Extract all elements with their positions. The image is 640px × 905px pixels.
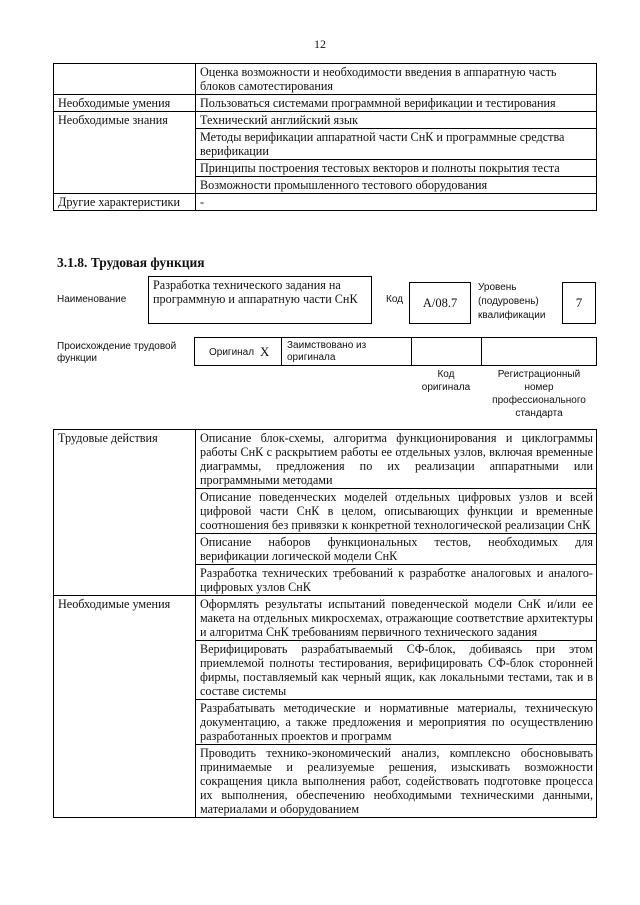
table-row (54, 596, 597, 641)
row-text: Принципы построения тестовых векторов и полноты покрытия теста (196, 160, 597, 177)
row-text: Разработка технических требований к разработке аналоговых и аналого-цифровых узлов СнК (196, 565, 597, 596)
row-text: Возможности промышленного тестового оборудования (196, 177, 597, 194)
row-text: Методы верификации аппаратной части СнК и программные средства верификации (196, 129, 597, 160)
row-text: Верифицировать разрабатываемый СФ-блок, добиваясь при этом приемлемой полноты тестирования, верифицировать СФ-блок сторонней фирмы, поставляемый как черный ящик, как локальными тестами, так и в составе системы (196, 641, 597, 700)
original-label: Оригинал (209, 347, 255, 358)
level-label: Уровень (подуровень) квалификации (478, 282, 546, 321)
origin-row (194, 337, 597, 366)
row-text: Описание поведенческих моделей отдельных цифровых узлов и всей цифровой части СнК в целом, описывающих функции и временные соотношения без привязки к конкретной технологической реализации СнК (196, 489, 597, 534)
table-row (54, 194, 597, 211)
row-label: Необходимые знания (54, 112, 196, 194)
table-row (54, 112, 597, 129)
borrowed-label: Заимствовано из оригинала (287, 340, 367, 363)
row-text: Описание наборов функциональных тестов, необходимых для верификации логической модели СнК (196, 534, 597, 565)
row-text: Проводить технико-экономический анализ, комплексно обосновывать принимаемые и реализуемые решения, изыскивать возможности сокращения цикла выполнения работ, содействовать подготовке процесса их выполнения, обеспечению необходимыми техническими данными, материалами и оборудованием (196, 745, 597, 818)
function-name: Разработка технического задания на программную и аппаратную части СнК (153, 278, 358, 306)
row-label: Необходимые умения (54, 95, 196, 112)
level-box (562, 282, 596, 324)
divider (281, 338, 282, 365)
function-name-box (148, 276, 372, 324)
row-text: Оформлять результаты испытаний поведенческой модели СнК и/или ее макета на отдельных микросхемах, отражающие соответствие архитектуры и алгоритма СнК требованиям первичного технического задания (196, 596, 597, 641)
continuation-table (53, 63, 597, 211)
table-row (54, 95, 597, 112)
code-box (409, 282, 471, 324)
original-mark: X (260, 344, 270, 359)
level-value: 7 (575, 295, 583, 310)
reg-number-caption: Регистрационный номер профессионального стандарта (492, 369, 586, 419)
origin-code-caption: Код оригинала (421, 369, 471, 393)
row-label (54, 64, 196, 95)
code-value: А/08.7 (422, 296, 458, 310)
table-row (54, 430, 597, 489)
section-heading: 3.1.8. Трудовая функция (57, 255, 205, 270)
row-text: Оценка возможности и необходимости введения в аппаратную часть блоков самотестирования (196, 64, 597, 95)
origin-label: Происхождение трудовой функции (57, 341, 177, 364)
table-row (54, 64, 597, 95)
row-text: Описание блок-схемы, алгоритма функционирования и циклограммы работы СнК с раскрытием работы ее отдельных узлов, включая временные диаграммы, предложения по их реализации аппаратными или программными методами (196, 430, 597, 489)
row-text: Пользоваться системами программной верификации и тестирования (196, 95, 597, 112)
name-label: Наименование (57, 294, 127, 305)
row-label: Трудовые действия (54, 430, 196, 596)
divider (481, 338, 482, 365)
code-label: Код (386, 294, 404, 305)
row-label: Необходимые умения (54, 596, 196, 818)
row-text: - (196, 194, 597, 211)
page-number: 12 (314, 37, 326, 51)
row-text: Технический английский язык (196, 112, 597, 129)
function-table (53, 429, 597, 818)
divider (411, 338, 412, 365)
row-label: Другие характеристики (54, 194, 196, 211)
row-text: Разрабатывать методические и нормативные материалы, техническую документацию, а также предложения и мероприятия по осуществлению разработанных проектов и программ (196, 700, 597, 745)
